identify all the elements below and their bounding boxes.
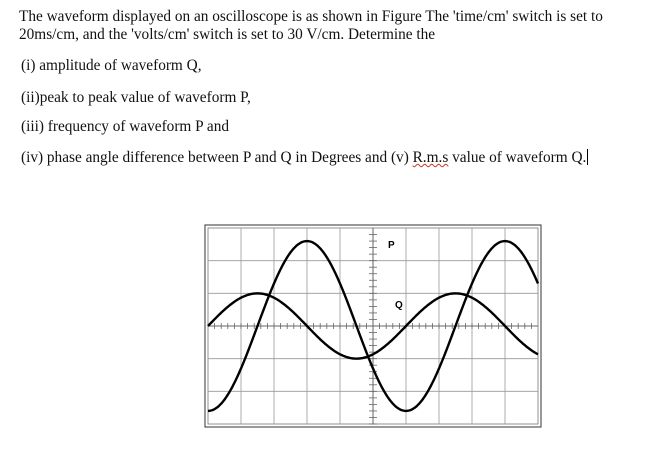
text-cursor [587,149,588,165]
item4-start-text: (iv) phase angle difference between P and Q in Degrees and (v) [21,149,413,166]
waveform-p-label: P [388,240,395,251]
question-text: The waveform displayed on an oscilloscope is as shown in Figure The 'time/cm' switch is set to 20ms/cm, and the 'volts/cm' switch is set to 30 V/cm. Determine the [19,8,603,43]
item4-end-text: value of waveform Q. [448,149,587,166]
rms-text: R.m.s [412,149,449,166]
question-item-amplitude: (i) amplitude of waveform Q, [21,57,202,74]
waveform-q-label: Q [395,300,403,311]
oscilloscope-figure [200,220,550,435]
question-item-peak-to-peak: (ii)peak to peak value of waveform P, [21,89,251,106]
question-item-frequency: (iii) frequency of waveform P and [21,118,229,135]
question-item-phase-rms [21,149,588,167]
